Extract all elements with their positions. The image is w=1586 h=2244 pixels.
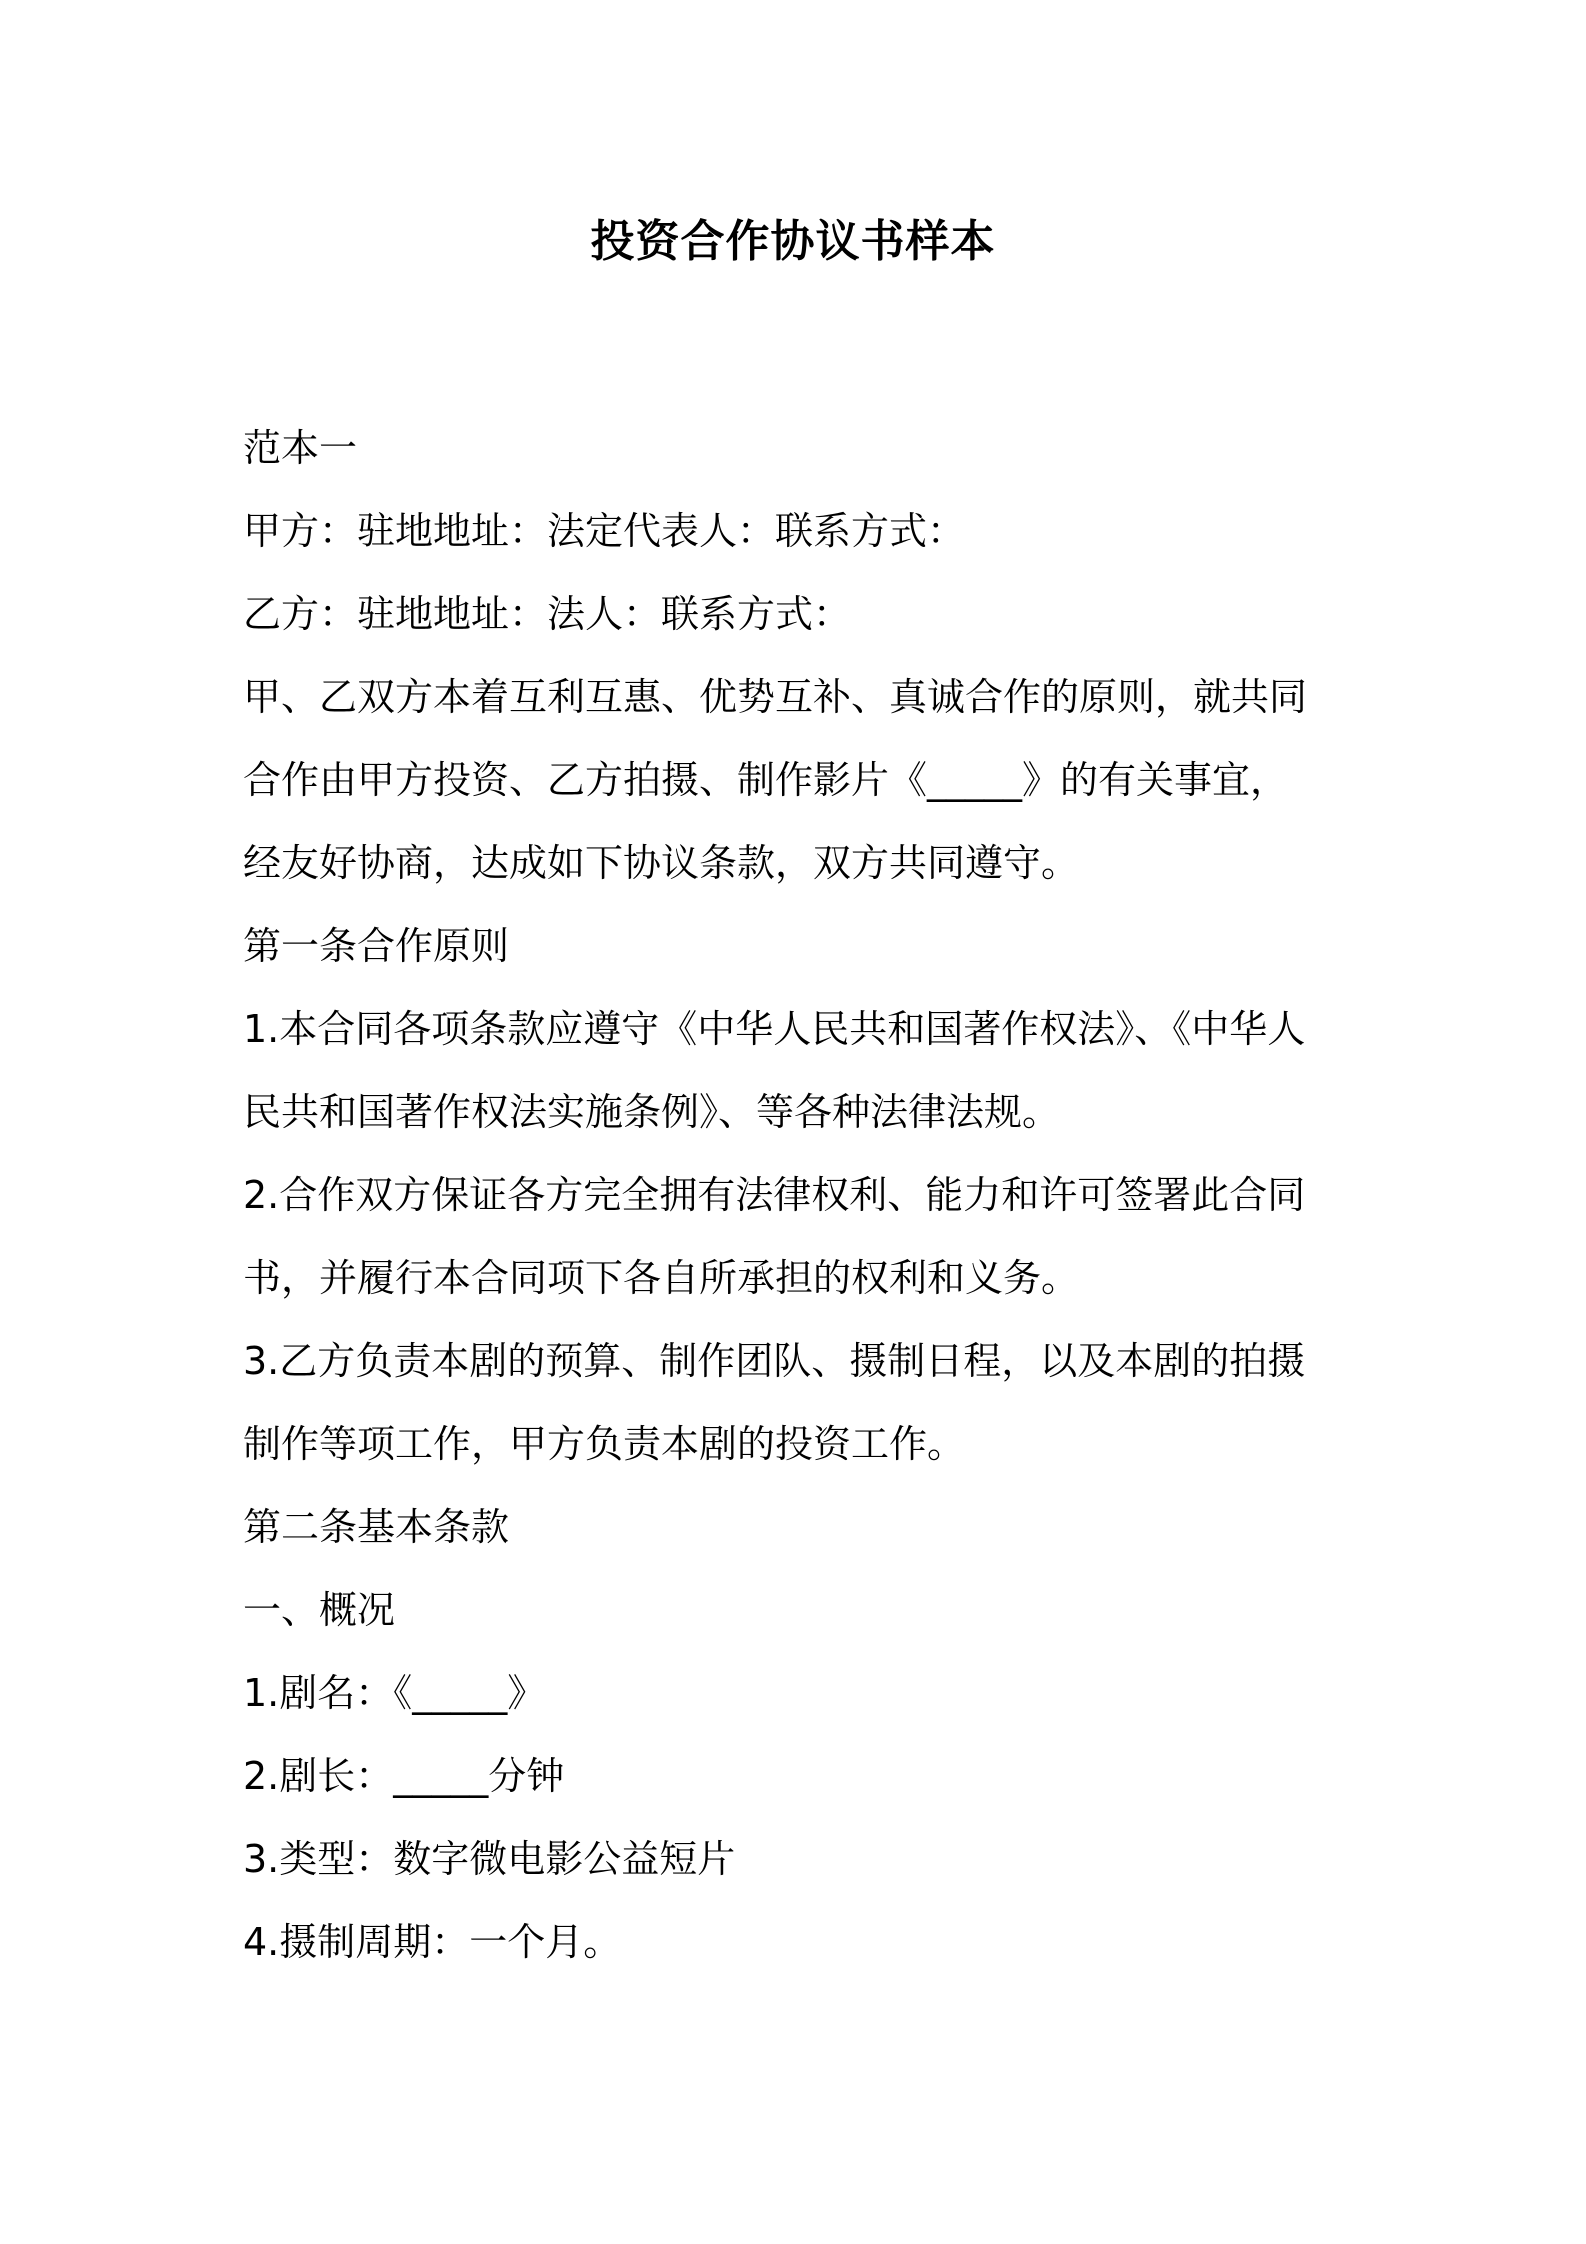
article-heading: 第二条基本条款 (243, 1505, 510, 1549)
document-body (243, 407, 1358, 1984)
clause-line: 民共和国著作权法实施条例》、等各种法律法规。 (243, 1090, 1061, 1134)
clause-line: 书，并履行本合同项下各自所承担的权利和义务。 (243, 1256, 1080, 1300)
party-a-line: 甲方：驻地地址：法定代表人：联系方式： (243, 509, 966, 553)
clause-line: 2.合作双方保证各方完全拥有法律权利、能力和许可签署此合同 (243, 1173, 1306, 1217)
preamble-line: 合作由甲方投资、乙方拍摄、制作影片《_____》的有关事宜， (243, 758, 1289, 802)
document-title: 投资合作协议书样本 (590, 216, 996, 267)
clause-line: 3.乙方负责本剧的预算、制作团队、摄制日程，以及本剧的拍摄 (243, 1339, 1306, 1383)
subsection-heading: 一、概况 (243, 1588, 396, 1632)
article-heading: 第一条合作原则 (243, 924, 510, 968)
section-label: 范本一 (243, 426, 358, 470)
party-b-line: 乙方：驻地地址：法人：联系方式： (243, 592, 852, 636)
clause-line: 制作等项工作，甲方负责本剧的投资工作。 (243, 1422, 966, 1466)
clause-line: 1.本合同各项条款应遵守《中华人民共和国著作权法》、《中华人 (243, 1007, 1306, 1051)
overview-item: 2.剧长：_____分钟 (243, 1754, 565, 1798)
preamble-line: 甲、乙双方本着互利互惠、优势互补、真诚合作的原则，就共同 (243, 675, 1308, 719)
overview-item: 3.类型：数字微电影公益短片 (243, 1837, 736, 1881)
overview-item: 1.剧名：《_____》 (243, 1671, 546, 1715)
overview-item: 4.摄制周期：一个月。 (243, 1920, 622, 1964)
preamble-line: 经友好协商，达成如下协议条款，双方共同遵守。 (243, 841, 1080, 885)
